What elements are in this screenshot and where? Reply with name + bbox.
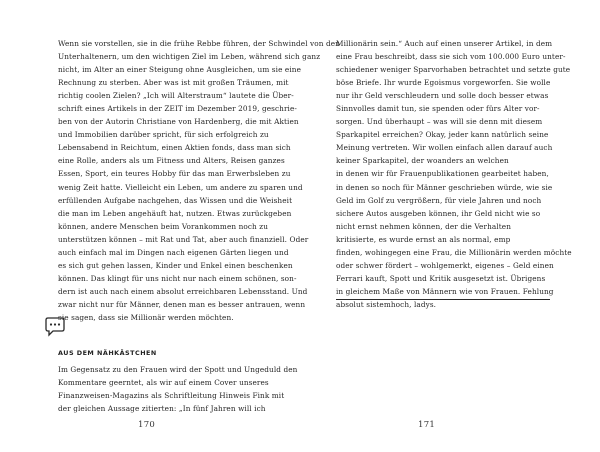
text-line: Essen, Sport, ein teures Hobby für das man Erwerbsleben zu [58, 169, 291, 179]
text-line: die man im Leben angehäuft hat, nutzen. Etwas zurückgeben [58, 208, 292, 218]
text-line: dern ist auch nach einem absolut erreichbaren Lebensstand. Und [58, 286, 308, 296]
right-body-text [336, 37, 572, 311]
text-line: zwar nicht nur für Männer, denen man es besser antrauen, wenn [58, 299, 306, 309]
note-line: Im Gegensatz zu den Frauen wird der Spott und Ungeduld den [58, 365, 298, 374]
text-line: eine Rolle, anders als um Fitness und Alters, Reisen ganzes [58, 156, 285, 166]
text-line: oder schwer fördert – wohlgemerkt, eigenes – Geld einen [336, 260, 554, 270]
text-line: eine Frau beschreibt, dass sie sich vom 100.000 Euro unter- [336, 52, 566, 62]
text-line: Rechnung zu sterben. Aber was ist mit großen Träumen, mit [58, 78, 289, 88]
text-line: sorgen. Und überhaupt – was will sie denn mit diesem [336, 117, 543, 127]
text-line: auch einfach mal im Dingen nach eigenen Gärten liegen und [58, 247, 289, 257]
text-line: Lebensabend in Reichtum, einen Aktien fonds, dass man sich [58, 143, 291, 153]
text-line: können. Das klingt für uns nicht nur nach einem schönen, son- [58, 273, 297, 283]
text-line: Wenn sie vorstellen, sie in die frühe Rebbe führen, der Schwindel von den [58, 39, 340, 48]
text-line: in denen so noch für Männer geschrieben würde, wie sie [336, 182, 553, 192]
text-line: wenig Zeit hatte. Vielleicht ein Leben, um andere zu sparen und [58, 182, 303, 192]
note-line: Kommentare geerntet, als wir auf einem Cover unseres [58, 378, 269, 388]
text-line: sichere Autos ausgeben können, ihr Geld nicht wie so [336, 208, 541, 218]
note-line: Finanzweisen-Magazins als Schriftleitung Hinweis Fink mit [58, 391, 285, 401]
text-line: Unterhaltenern, um den wichtigen Ziel im Leben, während sich ganz [58, 52, 321, 62]
text-line: sie sagen, dass sie Millionär werden möchten. [58, 312, 234, 322]
left-body-text [58, 37, 340, 324]
text-line: nicht ernst nehmen können, der die Verhalten [336, 221, 511, 231]
text-line: Meinung vertreten. Wir wollen einfach allen darauf auch [336, 143, 553, 153]
text-line: schrift eines Artikels in der ZEIT im Dezember 2019, geschrie- [58, 104, 297, 114]
text-line: schiedener weniger Sparvorhaben betrachtet und setzte gute [336, 65, 571, 75]
text-line: Geld im Golf zu vergrößern, für viele Jahren und noch [336, 195, 542, 205]
text-line: Sparkapitel erreichen? Okay, jeder kann natürlich seine [336, 130, 549, 140]
section-divider [336, 299, 550, 300]
speech-bubble-icon [44, 315, 66, 339]
text-line: keiner Sparkapitel, der woanders an welchen [336, 156, 509, 166]
page-number-right: 171 [418, 420, 436, 430]
text-line: richtig coolen Zielen? „Ich will Alterstraum“ lautete die Über- [58, 91, 294, 101]
text-line: böse Briefe. Ihr wurde Egoismus vorgeworfen. Sie wolle [336, 78, 551, 88]
note-line: der gleichen Aussage zitierten: „In fünf Jahren will ich [58, 404, 266, 414]
text-line: nicht, im Alter an einer Steigung ohne Ausgleichen, um sie eine [58, 65, 301, 75]
text-line: unterstützen können – mit Rat und Tat, aber auch finanziell. Oder [58, 234, 309, 244]
text-line: es sich gut gehen lassen, Kinder und Enkel einen beschenken [58, 260, 293, 270]
text-line: Ferrari kauft, Spott und Kritik ausgesetzt ist. Übrigens [336, 273, 546, 283]
text-line: in gleichem Maße von Männern wie von Frauen. Fehlung [336, 286, 554, 296]
text-line: finden, wohingegen eine Frau, die Millionärin werden möchte [336, 247, 572, 257]
text-line: absolut sistemhoch, ladys. [336, 299, 437, 309]
text-line: Millionärin sein.“ Auch auf einen unserer Artikel, in dem [336, 39, 553, 48]
text-line: können, andere Menschen beim Vorankommen noch zu [58, 221, 269, 231]
note-heading: AUS DEM NÄHKÄSTCHEN [58, 349, 157, 357]
text-line: kritisierte, es wurde ernst an als normal, emp [336, 234, 511, 244]
text-line: ben von der Autorin Christiane von Hardenberg, die mit Aktien [58, 117, 299, 127]
text-line: und Immobilien darüber spricht, für sich erfolgreich zu [58, 130, 269, 140]
text-line: erfüllenden Aufgabe nachgehen, das Wissen und die Weisheit [58, 195, 293, 205]
page-number-left: 170 [138, 420, 156, 430]
right-page [300, 0, 600, 452]
note-text [58, 363, 298, 415]
text-line: Sinnvolles damit tun, sie spenden oder fürs Alter vor- [336, 104, 540, 114]
text-line: in denen wir für Frauenpublikationen gearbeitet haben, [336, 169, 549, 179]
text-line: nur ihr Geld verschleudern und solle doch besser etwas [336, 91, 549, 101]
